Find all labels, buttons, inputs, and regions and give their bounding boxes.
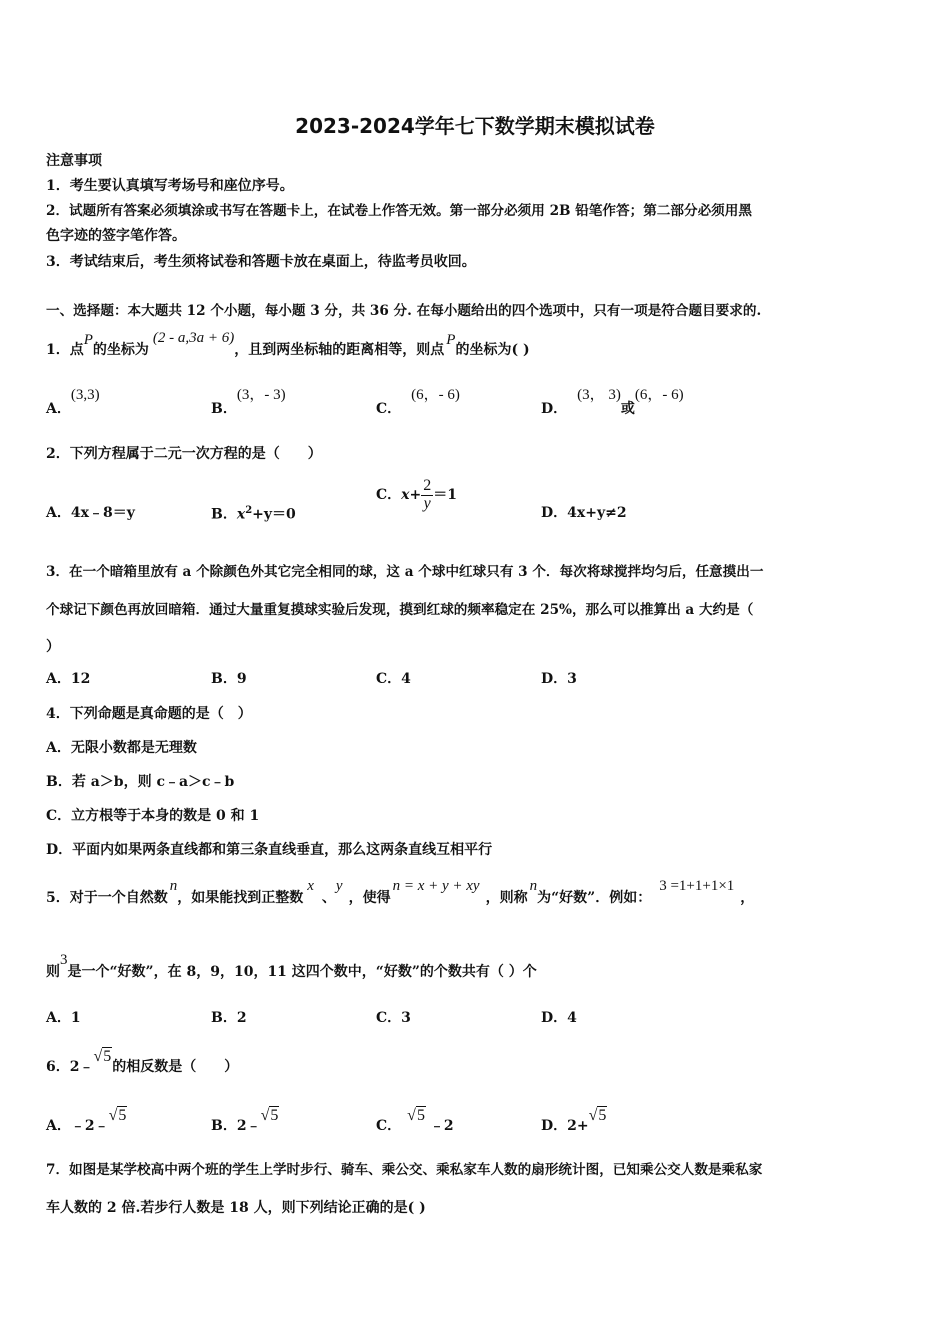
q6-text: 6．2﹣ (46, 1059, 94, 1075)
option-rest: +y＝0 (252, 506, 296, 523)
option-value: (6，- 6) (634, 387, 684, 403)
q1-text: 1．点 (46, 342, 84, 358)
q5-option-b[interactable]: B．2 (211, 1010, 247, 1026)
q5-text: 5．对于一个自然数 (46, 890, 168, 906)
q1-text: 的坐标为( ) (455, 342, 530, 358)
q6-option-a[interactable] (46, 1107, 127, 1135)
option-value: (3，- 3) (236, 387, 286, 403)
option-or: 或 (620, 401, 635, 417)
q5-var: x (307, 878, 314, 894)
option-label: B． (211, 506, 237, 523)
sqrt-sign: √ (108, 1107, 118, 1124)
q5-number: 3 (60, 952, 68, 968)
q2-option-a[interactable]: A．4x﹣8＝y (46, 505, 135, 521)
q5-var: n (529, 878, 538, 894)
notice-item: 2．试题所有答案必须填涂或书写在答题卡上，在试卷上作答无效。第一部分必须用 2B 铅笔作答；第二部分必须用黑 (46, 203, 752, 219)
notice-item: 1．考生要认真填写考场号和座位序号。 (46, 178, 294, 194)
question-5-stem (46, 878, 755, 907)
notice-item: 3．考试结束后，考生须将试卷和答题卡放在桌面上，待监考员收回。 (46, 254, 476, 270)
question-2-stem: 2．下列方程属于二元一次方程的是（ ） (46, 446, 322, 462)
fraction-denominator: y (423, 494, 431, 512)
sqrt (109, 1107, 128, 1124)
q2-option-c[interactable] (376, 478, 457, 513)
radicand: 5 (103, 1048, 112, 1065)
sqrt-sign: √ (588, 1107, 598, 1124)
q5-text: 、 (321, 890, 336, 906)
sqrt (589, 1107, 608, 1124)
radicand: 5 (118, 1107, 127, 1124)
question-3-line: ） (46, 639, 60, 655)
q4-option-d[interactable]: D．平面内如果两条直线都和第三条直线垂直，那么这两条直线互相平行 (46, 842, 493, 858)
q1-coord: (2 - a,3a + 6) (152, 330, 235, 346)
q3-option-c[interactable]: C．4 (376, 671, 411, 687)
q5-text: ， (740, 890, 755, 906)
q5-text: ，则称 (485, 890, 528, 906)
notice-item: 色字迹的签字笔作答。 (46, 228, 186, 244)
option-rest: ＝1 (433, 487, 457, 504)
q5-var: n (169, 878, 178, 894)
sqrt-sign: √ (407, 1107, 416, 1124)
question-1-stem (46, 330, 530, 359)
option-label: C． (376, 487, 402, 504)
option-label: C． (376, 1118, 402, 1134)
option-var: x+ (401, 487, 422, 504)
question-5-line (46, 952, 537, 981)
q4-option-b[interactable]: B．若 a＞b，则 c﹣a＞c﹣b (46, 774, 235, 790)
option-rest: ﹣2 (429, 1118, 454, 1134)
q6-text: 的相反数是（ ） (112, 1059, 239, 1075)
q1-text: 的坐标为 (92, 342, 149, 358)
question-7-line: 车人数的 2 倍.若步行人数是 18 人，则下列结论正确的是( ) (46, 1200, 426, 1216)
sqrt (261, 1107, 280, 1124)
q1-option-b[interactable] (211, 387, 286, 418)
q3-option-d[interactable]: D．3 (541, 671, 577, 687)
option-label: C． (376, 401, 402, 417)
q5-text: 为“好数”．例如： (537, 890, 652, 906)
q5-text: 是一个“好数”，在 8，9，10，11 这四个数中，“好数”的个数共有（ ）个 (67, 964, 537, 980)
option-label: D．2+ (541, 1118, 589, 1134)
q1-option-c[interactable] (376, 387, 460, 418)
option-var: x (236, 506, 246, 523)
radicand: 5 (270, 1107, 279, 1124)
exponent: 2 (245, 505, 253, 516)
option-label: D． (541, 401, 568, 417)
option-label: B． (211, 401, 237, 417)
fraction-numerator: 2 (423, 477, 432, 494)
sqrt (407, 1107, 426, 1124)
q4-option-c[interactable]: C．立方根等于本身的数是 0 和 1 (46, 808, 260, 824)
option-label: A． (46, 401, 71, 417)
q5-var: y (335, 878, 343, 894)
q6-option-d[interactable] (541, 1107, 607, 1135)
question-7-line: 7．如图是某学校高中两个班的学生上学时步行、骑车、乘公交、乘私家车人数的扇形统计图，已知乘公交人数是乘私家 (46, 1162, 763, 1178)
q1-option-d[interactable] (541, 387, 684, 418)
q5-text: ，如果能找到正整数 (177, 890, 304, 906)
q5-option-a[interactable]: A．1 (46, 1010, 81, 1026)
q5-option-c[interactable]: C．3 (376, 1010, 411, 1026)
option-value: (3， 3) (577, 387, 621, 403)
q1-option-a[interactable] (46, 387, 100, 418)
option-value: (3,3) (70, 387, 100, 403)
q2-option-d[interactable]: D．4x+y≠2 (541, 505, 627, 521)
q6-option-c[interactable] (376, 1107, 454, 1135)
q4-option-a[interactable]: A．无限小数都是无理数 (46, 740, 197, 756)
notice-heading: 注意事项 (46, 153, 102, 169)
q1-var-p: P (446, 332, 456, 348)
question-3-line: 3．在一个暗箱里放有 a 个除颜色外其它完全相同的球，这 a 个球中红球只有 3 个．每次将球搅拌均匀后，任意摸出一 (46, 564, 764, 580)
option-label: B．2﹣ (211, 1118, 261, 1134)
question-3-line: 个球记下颜色再放回暗箱．通过大量重复摸球实验后发现，摸到红球的频率稳定在 25%，那么可以推算出 a 大约是（ (46, 602, 754, 618)
q6-option-b[interactable] (211, 1107, 279, 1135)
q1-text: ，且到两坐标轴的距离相等，则点 (234, 342, 445, 358)
radicand: 5 (416, 1107, 425, 1124)
radicand: 5 (598, 1107, 607, 1124)
option-label: A．﹣2﹣ (46, 1118, 109, 1134)
question-4-stem: 4．下列命题是真命题的是（ ） (46, 706, 252, 722)
sqrt-sign: √ (260, 1107, 270, 1124)
page-title: 2023-2024学年七下数学期末模拟试卷 (295, 114, 655, 138)
q1-var-p: P (83, 332, 93, 348)
q2-option-b[interactable] (211, 505, 296, 523)
question-6-stem (46, 1048, 239, 1076)
q5-option-d[interactable]: D．4 (541, 1010, 577, 1026)
q5-text: ，使得 (348, 890, 391, 906)
q3-option-a[interactable]: A．12 (46, 671, 91, 687)
q5-equation: n = x + y + xy (392, 878, 480, 894)
fraction (421, 478, 433, 513)
q5-text: 则 (46, 964, 60, 980)
sqrt-sign: √ (93, 1048, 103, 1065)
section-heading: 一、选择题：本大题共 12 个小题，每小题 3 分，共 36 分. 在每小题给出的四个选项中，只有一项是符合题目要求的. (46, 303, 762, 319)
sqrt (93, 1048, 112, 1065)
q3-option-b[interactable]: B．9 (211, 671, 247, 687)
option-value: (6，- 6) (411, 387, 460, 403)
q5-example: 3 =1+1+1×1 (659, 878, 735, 894)
